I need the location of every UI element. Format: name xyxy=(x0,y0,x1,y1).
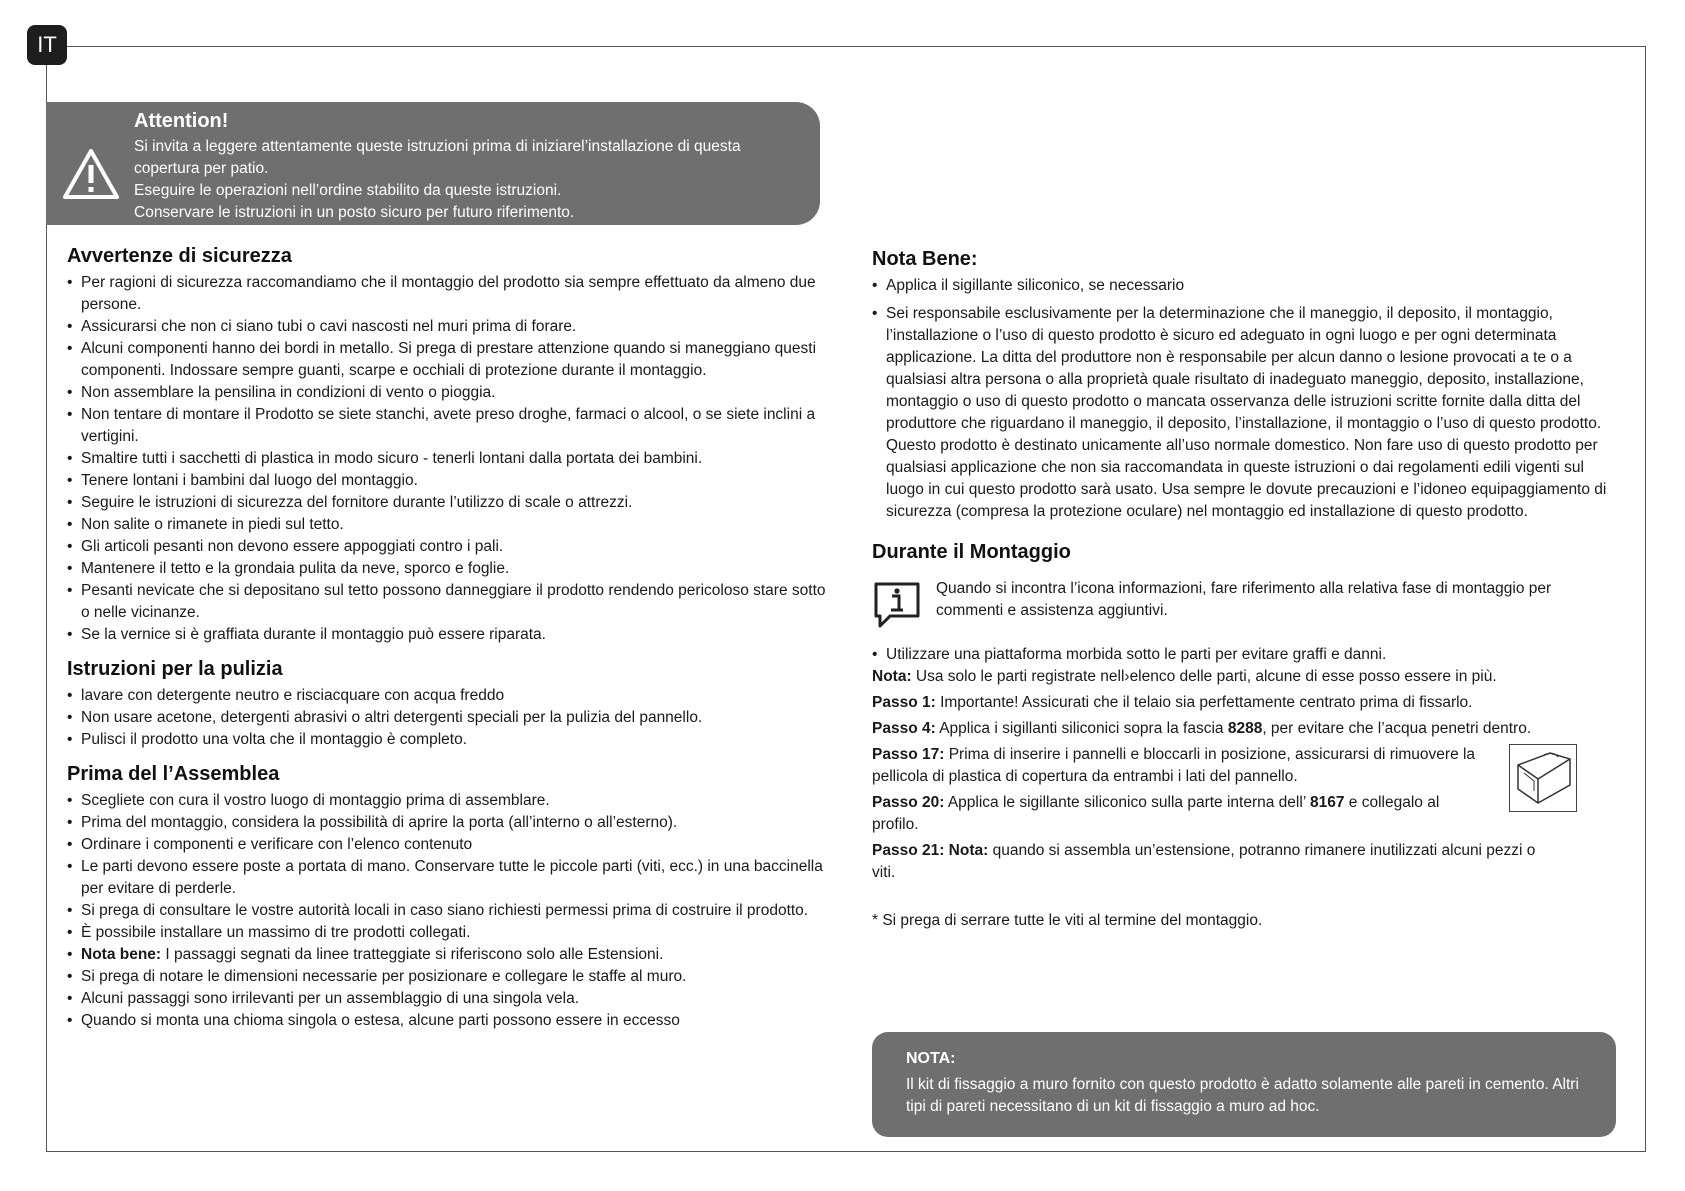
list-item-nota-bene xyxy=(67,944,829,966)
nota-label: Nota: xyxy=(872,668,912,685)
list-item: • Seguire le istruzioni di sicurezza del fornitore durante l’utilizzo di scale o attrezzi. xyxy=(67,492,829,514)
list-item: • Non tentare di montare il Prodotto se siete stanchi, avete preso droghe, farmaci o alcool, o se siete inclini a vertigini. xyxy=(67,404,829,448)
left-column xyxy=(67,245,829,1032)
info-note xyxy=(872,578,1617,634)
list-item: • Non salite o rimanete in piedi sul tetto. xyxy=(67,514,829,536)
before-assembly-list xyxy=(67,790,829,1032)
step-21 xyxy=(872,840,1617,884)
safety-heading: Avvertenze di sicurezza xyxy=(67,245,292,267)
step-4-label: Passo 4: xyxy=(872,720,936,737)
list-item: • Tenere lontani i bambini dal luogo del montaggio. xyxy=(67,470,829,492)
list-item: • Prima del montaggio, considera la possibilità di aprire la porta (all’interno o all’esterno). xyxy=(67,812,829,834)
list-item: • lavare con detergente neutro e risciacquare con acqua freddo xyxy=(67,685,829,707)
attention-title: Attention! xyxy=(134,110,229,132)
list-item: • Non assemblare la pensilina in condizioni di vento o pioggia. xyxy=(67,382,829,404)
nota-box-title: NOTA: xyxy=(906,1050,956,1067)
attention-lines xyxy=(134,136,804,224)
list-item: • Gli articoli pesanti non devono essere appoggiati contro i pali. xyxy=(67,536,829,558)
list-item: • Mantenere il tetto e la grondaia pulita da neve, sporco e foglie. xyxy=(67,558,829,580)
language-badge: IT xyxy=(27,25,67,65)
step-20-text-end: e collegalo al profilo. xyxy=(872,794,1440,833)
list-item: • Applica il sigillante siliconico, se necessario xyxy=(872,275,1617,297)
step-17-text: Prima di inserire i pannelli e bloccarli in posizione, assicurarsi di rimuovere la pellicola di plastica di copertura da entrambi i lati del pannello. xyxy=(872,746,1476,785)
list-item: • Per ragioni di sicurezza raccomandiamo che il montaggio del prodotto sia sempre effettuato da almeno due persone. xyxy=(67,272,829,316)
list-item: • Smaltire tutti i sacchetti di plastica in modo sicuro - tenerli lontani dalla portata dei bambini. xyxy=(67,448,829,470)
footnote: * Si prega di serrare tutte le viti al termine del montaggio. xyxy=(872,912,1263,929)
wall-kit-note-box xyxy=(872,1032,1616,1137)
attention-line: Eseguire le operazioni nell’ordine stabilito da queste istruzioni. xyxy=(134,182,562,199)
step-17-label: Passo 17: xyxy=(872,746,945,763)
step-4 xyxy=(872,718,1617,740)
step-1 xyxy=(872,692,1617,714)
step-20-text: Applica le sigillante siliconico sulla parte interna dell’ xyxy=(944,794,1310,811)
panel-film-illustration xyxy=(1509,744,1577,812)
list-item: • Si prega di notare le dimensioni necessarie per posizionare e collegare le staffe al muro. xyxy=(67,966,829,988)
steps-with-illustration xyxy=(872,744,1617,836)
list-item: • Alcuni componenti hanno dei bordi in metallo. Si prega di prestare attenzione quando si maneggiano questi componenti. Indossare sempre guanti, scarpe e occhiali di protezione durante il montaggio. xyxy=(67,338,829,382)
list-item: • È possibile installare un massimo di tre prodotti collegati. xyxy=(67,922,829,944)
nota-bene-text: I passaggi segnati da linee tratteggiate si riferiscono solo alle Estensioni. xyxy=(161,946,664,963)
list-item: • Pesanti nevicate che si depositano sul tetto possono danneggiare il prodotto rendendo pericoloso stare sotto o nelle vicinanze. xyxy=(67,580,829,624)
warning-triangle-icon xyxy=(62,148,120,200)
nota-bene-list xyxy=(872,275,1617,523)
before-assembly-heading: Prima del l’Assemblea xyxy=(67,763,280,785)
info-icon xyxy=(872,580,922,630)
list-item: • Se la vernice si è graffiata durante il montaggio può essere riparata. xyxy=(67,624,829,646)
step-17 xyxy=(872,744,1487,788)
list-item: • Alcuni passaggi sono irrilevanti per un assemblaggio di una singola vela. xyxy=(67,988,829,1010)
info-text: Quando si incontra l’icona informazioni, fare riferimento alla relativa fase di montaggio per commenti e assistenza aggiuntivi. xyxy=(936,580,1552,619)
cleaning-list xyxy=(67,685,829,751)
step-1-text: Importante! Assicurati che il telaio sia perfettamente centrato prima di fissarlo. xyxy=(935,694,1473,711)
list-item: • Pulisci il prodotto una volta che il montaggio è completo. xyxy=(67,729,829,751)
list-item: • Si prega di consultare le vostre autorità locali in caso siano richiesti permessi prima di costruire il prodotto. xyxy=(67,900,829,922)
list-item: • Sei responsabile esclusivamente per la determinazione che il maneggio, il deposito, il montaggio, l’installazione o l’uso di questo prodotto è sicuro ed adeguato in ogni luogo e per ogni determinata applicazione. La ditta del produttore non è responsabile per alcun danno o lesione provocati a te o a qualsiasi altra persona o alla proprietà quale risultato di inadeguato maneggio, deposito, installazione, montaggio o uso di questo prodotto o mancata osservanza delle istruzioni scritte fornite dalla ditta del produttore che riguardano il maneggio, il deposito, l’installazione, il montaggio o l’uso di questo prodotto. Questo prodotto è destinato unicamente all’uso normale domestico. Non fare uso di questo prodotto per qualsiasi applicazione che non sia raccomandata in queste istruzioni o dai regolamenti edili vigenti sul luogo in cui questo prodotto sarà usato. Usa sempre le dovute precauzioni e l’idoneo equipaggiamento di sicurezza (compresa la protezione oculare) nel montaggio ed installazione di questo prodotto. xyxy=(872,303,1617,523)
step-20 xyxy=(872,792,1487,836)
step-20-code: 8167 xyxy=(1310,794,1345,811)
during-heading: Durante il Montaggio xyxy=(872,541,1071,563)
list-item: • Ordinare i componenti e verificare con l’elenco contenuto xyxy=(67,834,829,856)
nota-box-text: Il kit di fissaggio a muro fornito con questo prodotto è adatto solamente alle pareti in cemento. Altri tipi di pareti necessitano di un kit di fissaggio a muro ad hoc. xyxy=(906,1076,1579,1115)
list-item: • Scegliete con cura il vostro luogo di montaggio prima di assemblare. xyxy=(67,790,829,812)
step-4-code: 8288 xyxy=(1227,720,1263,737)
attention-line: Conservare le istruzioni in un posto sicuro per futuro riferimento. xyxy=(134,204,575,221)
step-4-text-end: , per evitare che l’acqua penetri dentro. xyxy=(1262,720,1532,737)
during-list xyxy=(872,644,1617,666)
cleaning-heading: Istruzioni per la pulizia xyxy=(67,658,283,680)
safety-list xyxy=(67,272,829,646)
nota-bene-label: Nota bene: xyxy=(81,946,162,963)
attention-line: Si invita a leggere attentamente queste istruzioni prima di iniziarel’installazione di questa copertura per patio. xyxy=(134,138,741,177)
attention-banner xyxy=(46,102,820,225)
step-4-text: Applica i sigillanti siliconici sopra la fascia xyxy=(935,720,1228,737)
nota-line xyxy=(872,666,1617,688)
list-item: • Le parti devono essere poste a portata di mano. Conservare tutte le piccole parti (viti, ecc.) in una baccinella per evitare di perderle. xyxy=(67,856,829,900)
step-1-label: Passo 1: xyxy=(872,694,936,711)
nota-text: Usa solo le parti registrate nell›elenco delle parti, alcune di esse posso essere in più. xyxy=(911,668,1497,685)
list-item: • Non usare acetone, detergenti abrasivi o altri detergenti speciali per la pulizia del pannello. xyxy=(67,707,829,729)
list-item: • Quando si monta una chioma singola o estesa, alcune parti possono essere in eccesso xyxy=(67,1010,829,1032)
step-21-label: Passo 21: Nota: xyxy=(872,842,989,859)
step-21-text: quando si assembla un’estensione, potranno rimanere inutilizzati alcuni pezzi o viti. xyxy=(872,842,1536,881)
list-item: • Utilizzare una piattaforma morbida sotto le parti per evitare graffi e danni. xyxy=(872,644,1617,666)
step-20-label: Passo 20: xyxy=(872,794,945,811)
right-column xyxy=(872,248,1617,936)
list-item: • Assicurarsi che non ci siano tubi o cavi nascosti nel muri prima di forare. xyxy=(67,316,829,338)
nota-bene-heading: Nota Bene: xyxy=(872,248,978,270)
